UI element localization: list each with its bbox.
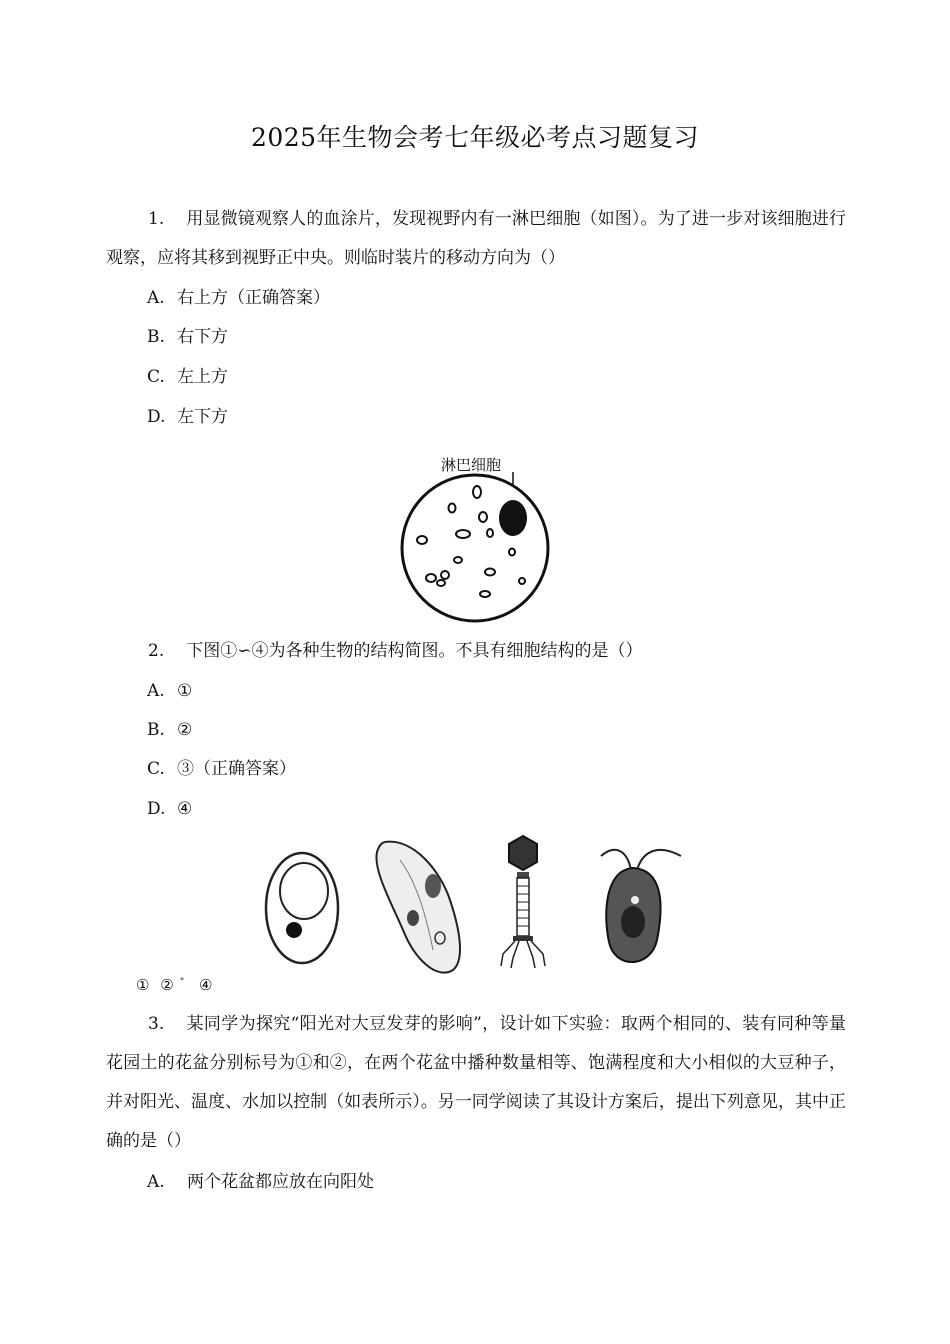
lymphocyte-cell: [499, 500, 527, 536]
option-text: ①: [177, 681, 193, 701]
question-1-number: 1.: [148, 209, 165, 229]
question-2-option-d: [147, 797, 192, 821]
organism-number-labels: [136, 976, 218, 994]
option-letter: D.: [147, 407, 166, 427]
question-1-option-b: [147, 325, 228, 349]
question-2-option-c: [147, 757, 296, 781]
label-organism-1: ①: [136, 976, 150, 994]
organisms-svg: [255, 830, 695, 980]
microscope-field-svg: [395, 448, 555, 628]
question-3-number: 3.: [148, 1014, 165, 1034]
microscope-field-figure: [395, 448, 555, 628]
option-letter: B.: [147, 720, 165, 740]
organism-3-virus: [501, 836, 545, 968]
option-letter: D.: [147, 799, 166, 819]
option-text: ③（正确答案）: [177, 759, 296, 779]
organism-4-alga: [601, 850, 681, 962]
option-text: ④: [177, 799, 193, 819]
option-letter: C.: [147, 367, 165, 387]
question-2-number: 2.: [148, 641, 165, 661]
option-text: ②: [177, 720, 193, 740]
organism-2-paramecium: [376, 842, 460, 973]
option-text: 两个花盆都应放在向阳处: [187, 1172, 374, 1192]
label-organism-3: °: [179, 977, 185, 987]
lymphocyte-label: 淋巴细胞: [441, 456, 502, 474]
organism-1-cell: [266, 853, 338, 963]
question-2-option-a: [147, 679, 192, 703]
option-letter: A.: [147, 288, 165, 308]
question-3-option-a: [147, 1170, 374, 1194]
question-1-option-a: [147, 286, 330, 310]
question-3-text: 某同学为探究“阳光对大豆发芽的影响”，设计如下实验：取两个相同的、装有同种等量花园土的花盆分别标号为①和②，在两个花盆中播种数量相等、饱满程度和大小相似的大豆种子，并对阳光、温度、水加以控制（如表所示）。另一同学阅读了其设计方案后，提出下列意见，其中正确的是（）: [106, 1014, 846, 1151]
question-2-stem: [106, 632, 846, 671]
option-letter: C.: [147, 759, 165, 779]
document-title: 2025年生物会考七年级必考点习题复习: [250, 123, 700, 152]
option-text: 左下方: [177, 407, 228, 427]
option-text: 右上方（正确答案）: [177, 288, 330, 308]
option-letter: A.: [147, 1172, 165, 1192]
option-letter: A.: [147, 681, 165, 701]
option-text: 左上方: [177, 367, 228, 387]
organisms-figure: [255, 830, 695, 980]
question-3-stem: [106, 1005, 846, 1161]
label-organism-4: ④: [198, 976, 213, 994]
question-1-text: 用显微镜观察人的血涂片，发现视野内有一淋巴细胞（如图）。为了进一步对该细胞进行观察，应将其移到视野正中央。则临时装片的移动方向为（）: [106, 209, 846, 268]
question-1-stem: [106, 200, 846, 278]
question-1-option-c: [147, 365, 228, 389]
question-2-option-b: [147, 718, 192, 742]
label-organism-2: ②: [160, 976, 174, 994]
option-letter: B.: [147, 327, 165, 347]
option-text: 右下方: [177, 327, 228, 347]
question-2-text: 下图①∽④为各种生物的结构简图。不具有细胞结构的是（）: [186, 641, 643, 661]
question-1-option-d: [147, 405, 228, 429]
